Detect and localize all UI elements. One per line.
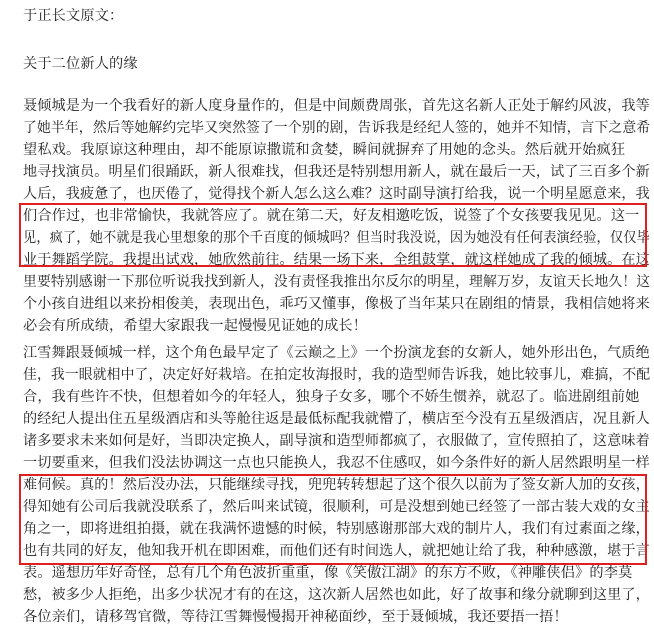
paragraph-line: 难伺候。真的！然后没办法，只能继续寻找，兜兜转转想起了这个很久以前为了签女新人加的女孩， [23, 477, 650, 493]
paragraph-line: 里要特别感谢一下那位听说我找到新人，没有责怪我推出尔反尔的明星，理解万岁，友谊天长地久！这 [23, 274, 651, 290]
paragraph-line: 角之一，即将进组拍摄，就在我满怀遗憾的时候，特别感谢那部大戏的制片人，我们有过素面之缘， [23, 521, 650, 537]
paragraph-line: 业于舞蹈学院。我提出试戏，她欣然前往。结果一场下来，全组鼓掌，就这样她成了我的倾城。在这 [23, 252, 650, 268]
paragraph-line: 们合作过，也非常愉快，我就答应了。就在第二天，好友相邀吃饭，说签了个女孩要我见见。这一 [23, 208, 640, 224]
paragraph-line: 个小孩自进组以来扮相俊美，表现出色，乖巧又懂事，像极了当年某只在剧组的情景，我相信她将来 [23, 296, 650, 312]
paragraph-line: 江雪舞跟聂倾城一样，这个角色最早定了《云巅之上》一个扮演龙套的女新人，她外形出色，气质绝 [23, 345, 650, 361]
paragraph-line: 望私戏。我原谅这种理由，却不能原谅撒谎和贪婪，瞬间就摒弃了用她的念头。然后就开始疯狂 [23, 142, 626, 158]
paragraph-line: 聂倾城是为一个我看好的新人度身量作的，但是中间颇费周张，首先这名新人正处于解约风波，我等 [23, 98, 650, 114]
paragraph-line: 了她半年，然后等她解约完毕又突然签了一个别的剧，告诉我是经纪人签的，她并不知情，言下之意希 [23, 120, 651, 136]
paragraph-line: 见，疯了，她不就是我心里想象的那个千百度的倾城吗？但当时我没说，因为她没有任何表演经验，仅仅毕 [23, 230, 650, 246]
article-title: 关于二位新人的缘 [23, 56, 138, 72]
paragraph-line: 表。遥想历年好奇怪，总有几个角色波折重重，像《笑傲江湖》的东方不败，《神雕侠侣》的李莫 [23, 565, 633, 581]
paragraph-line: 一切要重来，但我们没法协调这一点也只能换人，我忍不住感叹，如今条件好的新人居然跟明星一样 [23, 455, 650, 471]
paragraph-line: 人后，我疲惫了，也厌倦了，觉得找个新人怎么这么难？这时副导演打给我，说一个明星愿意来，我 [23, 186, 650, 202]
paragraph-line: 佳，我一眼就相中了，决定好好栽培。在拍定妆海报时，我的造型师告诉我，她比较事儿，难搞，不配 [23, 367, 651, 383]
paragraph-line: 必会有所成绩，希望大家跟我一起慢慢见证她的成长！ [23, 318, 368, 334]
paragraph-line: 也有共同的好友，他知我开机在即困难，而他们还有时间选人，就把她让给了我，种种感激，堪于言 [23, 543, 650, 559]
heading: 于正长文原文： [23, 8, 124, 24]
paragraph-line: 合，我有些许不快，但想着如今的年轻人，独身子女多，哪个不娇生惯养，就忍了。临进剧组前她 [23, 389, 640, 405]
paragraph-line: 愁，被多少人拒绝，出多少状况才有的在这，这次新人居然也如此，好了故事和缘分就聊到这里了， [23, 587, 650, 603]
paragraph-line: 得知她有公司后我就没联系了，然后叫来试镜，很顺利，可是没想到她已经签了一部古装大戏的女主 [23, 499, 650, 515]
paragraph-line: 的经纪人提出住五星级酒店和头等舱往返是最低标配我就懵了，横店至今没有五星级酒店，况且新人 [23, 411, 650, 427]
paragraph-line: 地寻找演员。明星们很踊跃，新人很难找，但我还是特别想用新人，就在最后一天，试了三百多个新 [23, 164, 650, 180]
paragraph-line: 诸多要求未来如何是好，当即决定换人，副导演和造型师都疯了，衣服做了，宣传照拍了，这意味着 [23, 433, 650, 449]
paragraph-line: 各位亲们，请移驾官微，等待江雪舞慢慢揭开神秘面纱，至于聂倾城，我还要捂一捂！ [23, 609, 568, 625]
